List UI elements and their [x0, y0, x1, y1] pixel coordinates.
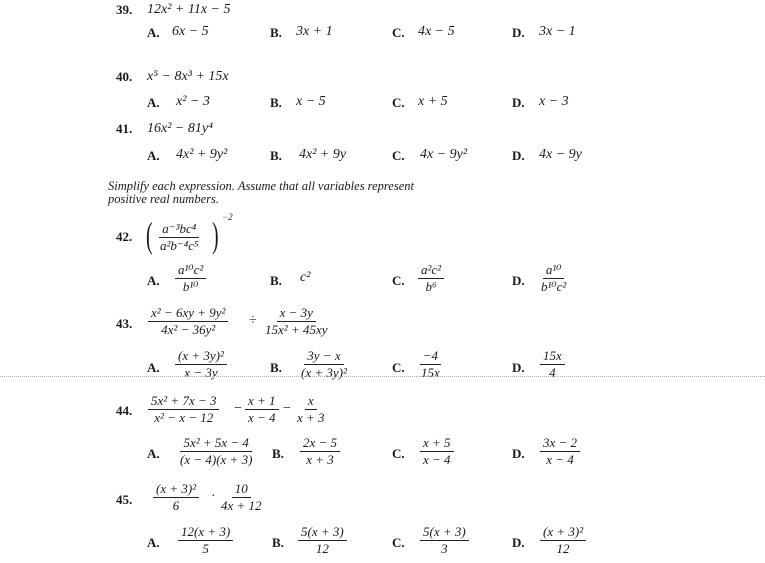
q42-choice-d-letter[interactable]: D. [512, 273, 525, 288]
q44-choice-d[interactable] [540, 436, 580, 467]
q39-choice-d[interactable]: 3x − 1 [539, 24, 576, 39]
q44-number: 44. [116, 403, 133, 418]
q44-operator-2: − [283, 401, 291, 416]
q45-choice-d-den: 12 [556, 541, 570, 556]
q41-choice-b-letter[interactable]: B. [270, 148, 282, 163]
q45-choice-b-den: 12 [315, 541, 329, 556]
q44-num2: x + 1 [245, 394, 279, 410]
q45-choice-a-den: 5 [202, 541, 209, 556]
q42-choice-b-letter[interactable]: B. [270, 273, 282, 288]
q44-den1: x² − x − 12 [154, 410, 214, 425]
q45-choice-b-letter[interactable]: B. [272, 535, 284, 550]
scan-artifact-rule [0, 376, 765, 377]
q42-right-paren: ) [212, 215, 219, 255]
q44-choice-d-num: 3x − 2 [540, 436, 580, 452]
q39-expression: 12x² + 11x − 5 [147, 2, 231, 17]
q45-choice-a-letter[interactable]: A. [147, 535, 160, 550]
q45-num1: (x + 3)² [153, 482, 199, 498]
q43-fraction-2 [262, 306, 330, 337]
instructions-line-1: Simplify each expression. Assume that all variables represent [108, 179, 414, 193]
q45-den1: 6 [172, 498, 180, 513]
q44-choice-c[interactable] [420, 436, 454, 467]
q44-choice-a-den: (x − 4)(x + 3) [180, 452, 253, 467]
q45-choice-a[interactable] [178, 525, 233, 556]
q44-choice-c-letter[interactable]: C. [392, 446, 405, 461]
q43-choice-c-num: −4 [420, 349, 441, 365]
q42-choice-c[interactable] [418, 263, 444, 294]
q39-choice-c-letter[interactable]: C. [392, 25, 405, 40]
q43-choice-b-num: 3y − x [304, 349, 343, 365]
q45-operator: · [211, 489, 216, 504]
q39-choice-b[interactable]: 3x + 1 [296, 24, 333, 39]
q43-fraction-1 [148, 306, 228, 337]
q42-choice-a[interactable] [175, 263, 206, 294]
q45-fraction-1 [153, 482, 199, 513]
q43-choice-c-den: 15x [421, 365, 440, 380]
q44-choice-d-letter[interactable]: D. [512, 446, 525, 461]
q44-num3: x [305, 394, 317, 410]
instructions-line-2: positive real numbers. [108, 192, 219, 206]
q44-den3: x + 3 [297, 410, 325, 425]
q45-choice-d[interactable] [540, 525, 586, 556]
q45-choice-c-den: 3 [441, 541, 448, 556]
q44-choice-b[interactable] [300, 436, 340, 467]
q40-choice-c[interactable]: x + 5 [418, 94, 448, 109]
q43-choice-a-letter[interactable]: A. [147, 360, 160, 375]
q39-choice-c[interactable]: 4x − 5 [418, 24, 455, 39]
q45-choice-c-letter[interactable]: C. [392, 535, 405, 550]
q44-choice-c-num: x + 5 [420, 436, 454, 452]
q41-choice-d[interactable]: 4x − 9y [539, 147, 582, 162]
q39-choice-a[interactable]: 6x − 5 [172, 24, 209, 39]
q39-number: 39. [116, 2, 133, 17]
q40-expression: x⁵ − 8x³ + 15x [147, 69, 229, 84]
q42-fraction [157, 222, 202, 253]
q44-fraction-1 [148, 394, 219, 425]
q44-choice-b-letter[interactable]: B. [272, 446, 284, 461]
q40-choice-a[interactable]: x² − 3 [176, 94, 210, 109]
q43-num2: x − 3y [277, 306, 316, 322]
q45-den2: 4x + 12 [221, 498, 262, 513]
q44-den2: x − 4 [248, 410, 276, 425]
q41-number: 41. [116, 121, 133, 136]
q41-choice-c-letter[interactable]: C. [392, 148, 405, 163]
q40-choice-d[interactable]: x − 3 [539, 94, 569, 109]
q45-choice-d-num: (x + 3)² [540, 525, 586, 541]
q44-choice-a-letter[interactable]: A. [147, 446, 160, 461]
q42-choice-b[interactable]: c² [300, 270, 311, 285]
q40-choice-b-letter[interactable]: B. [270, 95, 282, 110]
q42-choice-c-letter[interactable]: C. [392, 273, 405, 288]
q44-choice-d-den: x − 4 [546, 452, 574, 467]
q41-choice-c[interactable]: 4x − 9y² [420, 147, 468, 162]
q45-choice-b[interactable] [298, 525, 347, 556]
q45-num2: 10 [232, 482, 251, 498]
q44-choice-b-den: x + 3 [306, 452, 334, 467]
q43-number: 43. [116, 316, 133, 331]
q42-choice-d[interactable] [538, 263, 569, 294]
q45-fraction-2 [218, 482, 265, 513]
q43-den2: 15x² + 45xy [265, 322, 328, 337]
q45-choice-b-num: 5(x + 3) [298, 525, 347, 541]
q40-choice-d-letter[interactable]: D. [512, 95, 525, 110]
q42-number: 42. [116, 229, 133, 244]
q43-choice-d-num: 15x [540, 349, 565, 365]
q45-number: 45. [116, 492, 133, 507]
q42-choice-c-num: a²c² [418, 263, 444, 279]
q44-fraction-3 [294, 394, 328, 425]
q45-choice-d-letter[interactable]: D. [512, 535, 525, 550]
q43-num1: x² − 6xy + 9y² [148, 306, 228, 322]
q45-choice-a-num: 12(x + 3) [178, 525, 233, 541]
q44-operator-1: − [234, 401, 242, 416]
q41-expression: 16x² − 81y⁴ [147, 121, 213, 136]
q41-choice-a-letter[interactable]: A. [147, 148, 160, 163]
q42-denominator: a²b⁻⁴c⁵ [160, 238, 199, 253]
q40-number: 40. [116, 69, 133, 84]
q42-choice-d-den: b¹⁰c² [541, 279, 567, 294]
q44-choice-a[interactable] [177, 436, 255, 467]
q43-choice-d-den: 4 [549, 365, 556, 380]
q43-den1: 4x² − 36y² [161, 322, 216, 337]
q42-choice-a-letter[interactable]: A. [147, 273, 160, 288]
q42-left-paren: ( [146, 215, 153, 255]
q43-choice-a-num: (x + 3y)² [175, 349, 227, 365]
q40-choice-c-letter[interactable]: C. [392, 95, 405, 110]
q41-choice-d-letter[interactable]: D. [512, 148, 525, 163]
q42-choice-d-num: a¹⁰ [543, 263, 565, 279]
q44-num1: 5x² + 7x − 3 [148, 394, 219, 410]
q44-fraction-2 [245, 394, 279, 425]
q43-choice-b-den: (x + 3y)² [301, 365, 347, 380]
q44-choice-b-num: 2x − 5 [300, 436, 340, 452]
q42-numerator: a⁻³bc⁴ [159, 222, 199, 238]
q44-choice-a-num: 5x² + 5x − 4 [180, 436, 251, 452]
q42-choice-a-den: b¹⁰ [182, 279, 199, 294]
q43-choice-b-letter[interactable]: B. [270, 360, 282, 375]
q42-choice-c-den: b⁶ [425, 279, 437, 294]
q41-choice-b[interactable]: 4x² + 9y [299, 147, 347, 162]
q39-choice-d-letter[interactable]: D. [512, 25, 525, 40]
q42-exponent: −2 [222, 212, 233, 222]
q42-choice-a-num: a¹⁰c² [175, 263, 206, 279]
q43-operator: ÷ [249, 313, 257, 328]
q40-choice-a-letter[interactable]: A. [147, 95, 160, 110]
q45-choice-c[interactable] [420, 525, 469, 556]
q43-choice-a-den: x − 3y [184, 365, 218, 380]
q39-choice-b-letter[interactable]: B. [270, 25, 282, 40]
q41-choice-a[interactable]: 4x² + 9y² [176, 147, 228, 162]
q43-choice-c-letter[interactable]: C. [392, 360, 405, 375]
q45-choice-c-num: 5(x + 3) [420, 525, 469, 541]
q44-choice-c-den: x − 4 [423, 452, 451, 467]
q43-choice-d-letter[interactable]: D. [512, 360, 525, 375]
q39-choice-a-letter[interactable]: A. [147, 25, 160, 40]
q40-choice-b[interactable]: x − 5 [296, 94, 326, 109]
